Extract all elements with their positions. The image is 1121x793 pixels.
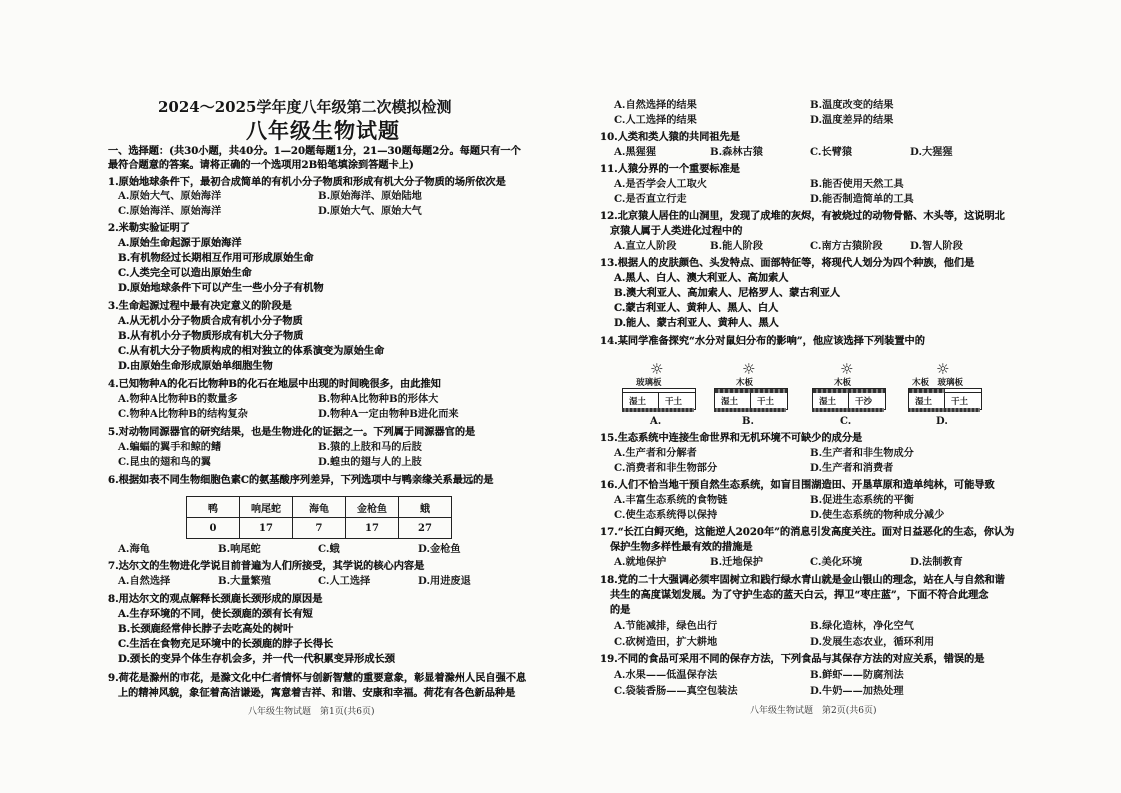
- q4-option-d: D.物种A一定由物种B进化而来: [318, 408, 459, 420]
- table-cell: 17: [346, 518, 399, 539]
- q13-option-d: D.能人、蒙古利亚人、黄种人、黑人: [614, 317, 779, 329]
- box-base: [714, 408, 786, 412]
- page-footer-2: 八年级生物试题 第2页(共6页): [750, 706, 877, 716]
- q11-option-d: D.能否制造简单的工具: [810, 193, 914, 205]
- q8-stem: 8.用达尔文的观点解释长颈鹿长颈形成的原因是: [108, 593, 323, 605]
- q17-stem-line-1: 17.“长江白鲟灭绝，这能逆人2020年”的消息引发高度关注。面对日益恶化的生态，你认为: [600, 526, 1015, 538]
- q17-option-a: A.就地保护: [614, 556, 667, 568]
- setup-label: D.: [936, 416, 948, 427]
- box-base: [908, 408, 980, 412]
- glass-lid: [945, 389, 981, 393]
- glass-lid: [623, 389, 695, 393]
- table-row: [187, 518, 452, 539]
- q4-stem: 4.已知物种A的化石比物种B的化石在地层中出现的时间晚很多，由此推知: [108, 378, 441, 390]
- sun-icon: ☼: [936, 360, 950, 378]
- q5-option-d: D.蝗虫的翅与人的上肢: [318, 456, 422, 468]
- q3-stem: 3.生命起源过程中最有决定意义的阶段是: [108, 300, 292, 312]
- lid-label: 玻璃板: [636, 378, 662, 388]
- q4-option-a: A.物种A比物种B的数量多: [118, 393, 238, 405]
- soil-left: 湿土: [721, 397, 739, 407]
- exam-subject-title: 八年级生物试题: [246, 118, 400, 143]
- box-base: [812, 408, 884, 412]
- q18-stem-line-3: 的是: [610, 604, 631, 616]
- instructions-line-1: 一、选择题：(共30小题，共40分。1—20题每题1分，21—30题每题2分。每题只有一个: [108, 145, 521, 157]
- q13-option-c: C.蒙古利亚人、黄种人、黑人、白人: [614, 302, 779, 314]
- q6-option-c: C.蛾: [318, 543, 340, 555]
- q12-stem-line-2: 京猿人属于人类进化过程中的: [610, 225, 743, 237]
- q19-option-d: D.牛奶——加热处理: [810, 685, 904, 697]
- wood-lid: [715, 389, 787, 393]
- soil-right: 干土: [757, 397, 775, 407]
- q12-option-c: C.南方古猿阶段: [810, 240, 883, 252]
- q19-stem: 19.不同的食品可采用不同的保存方法，下列食品与其保存方法的对应关系，错误的是: [600, 653, 985, 665]
- lid-label: 木板 玻璃板: [912, 378, 964, 388]
- q8-option-a: A.生存环境的不同，使长颈鹿的颈有长有短: [118, 608, 313, 620]
- q5-stem: 5.对动物同源器官的研究结果，也是生物进化的证据之一。下列属于同源器官的是: [108, 426, 476, 438]
- container-box: [714, 388, 788, 410]
- q10-stem: 10.人类和类人猿的共同祖先是: [600, 131, 740, 143]
- q8-option-d: D.颈长的变异个体生存机会多，并一代一代积累变异形成长颈: [118, 653, 395, 665]
- box-divider: [944, 393, 945, 409]
- q8-option-b: B.长颈鹿经常伸长脖子去吃高处的树叶: [118, 623, 294, 635]
- q7-stem: 7.达尔文的生物进化学说目前普遍为人们所接受，其学说的核心内容是: [108, 560, 425, 572]
- box-base: [622, 408, 694, 412]
- q17-stem-line-2: 保护生物多样性最有效的措施是: [610, 541, 753, 553]
- q1-option-b: B.原始海洋、原始陆地: [318, 190, 422, 202]
- q15-option-a: A.生产者和分解者: [614, 447, 697, 459]
- table-cell: 7: [293, 518, 346, 539]
- q8-option-c: C.生活在食物充足环境中的长颈鹿的脖子长得长: [118, 638, 334, 650]
- q6-option-b: B.响尾蛇: [218, 543, 261, 555]
- q11-option-c: C.是否直立行走: [614, 193, 687, 205]
- box-divider: [658, 393, 659, 409]
- q11-option-b: B.能否使用天然工具: [810, 178, 904, 190]
- sun-icon: ☼: [742, 360, 756, 378]
- q2-stem: 2.米勒实验证明了: [108, 222, 190, 234]
- q9-option-b: B.温度改变的结果: [810, 99, 894, 111]
- q9-option-c: C.人工选择的结果: [614, 114, 697, 126]
- q19-option-a: A.水果——低温保存法: [614, 669, 718, 681]
- setup-label: A.: [650, 416, 662, 427]
- soil-left: 湿土: [915, 397, 933, 407]
- q1-option-c: C.原始海洋、原始海洋: [118, 205, 222, 217]
- q9-option-a: A.自然选择的结果: [614, 99, 697, 111]
- q3-option-c: C.从有机大分子物质构成的相对独立的体系演变为原始生命: [118, 345, 385, 357]
- q18-stem-line-2: 共生的高度谋划发展。为了守护生态的蓝天白云，捍卫“枣庄蓝”，下面不符合此理念: [610, 589, 989, 601]
- q11-stem: 11.人猿分界的一个重要标准是: [600, 163, 740, 175]
- setup-a: [616, 362, 716, 426]
- q16-option-b: B.促进生态系统的平衡: [810, 494, 914, 506]
- q1-stem: 1.原始地球条件下，最初合成简单的有机小分子物质和形成有机大分子物质的场所依次是: [108, 176, 506, 188]
- q5-option-c: C.昆虫的翅和鸟的翼: [118, 456, 211, 468]
- q13-option-b: B.澳大利亚人、高加索人、尼格罗人、蒙古利亚人: [614, 287, 841, 299]
- q2-option-a: A.原始生命起源于原始海洋: [118, 237, 242, 249]
- setup-d: [902, 362, 1002, 426]
- sun-icon: ☼: [650, 360, 664, 378]
- q13-stem: 13.根据人的皮肤颜色、头发特点、面部特征等，将现代人划分为四个种族，他们是: [600, 257, 975, 269]
- q17-option-c: C.美化环境: [810, 556, 863, 568]
- q12-option-a: A.直立人阶段: [614, 240, 677, 252]
- q10-option-a: A.黑猩猩: [614, 146, 657, 158]
- table-cell: 27: [399, 518, 452, 539]
- container-box: [622, 388, 696, 410]
- q16-stem: 16.人们不恰当地干预自然生态系统，如盲目围湖造田、开垦草原和造单纯林，可能导致: [600, 479, 995, 491]
- container-box: [812, 388, 886, 410]
- setup-label: B.: [742, 416, 754, 427]
- q6-stem: 6.根据如表不同生物细胞色素C的氨基酸序列差异，下列选项中与鸭亲缘关系最远的是: [108, 474, 494, 486]
- q1-option-d: D.原始大气、原始大气: [318, 205, 422, 217]
- container-box: [908, 388, 982, 410]
- q3-option-b: B.从有机小分子物质形成有机大分子物质: [118, 330, 304, 342]
- q12-stem-line-1: 12.北京猿人居住的山洞里，发现了成堆的灰烬，有被烧过的动物骨骼、木头等，这说明北: [600, 210, 1005, 222]
- q17-option-d: D.法制教育: [910, 556, 963, 568]
- q9-stem-line-1: 9.荷花是滁州的市花，是滁文化中仁者情怀与创新智慧的重要意象，彰显着滁州人民自强不息: [108, 672, 527, 684]
- q15-stem: 15.生态系统中连接生命世界和无机环境不可缺少的成分是: [600, 432, 863, 444]
- q11-option-a: A.是否学会人工取火: [614, 178, 707, 190]
- q2-option-b: B.有机物经过长期相互作用可形成原始生命: [118, 252, 314, 264]
- q16-option-a: A.丰富生态系统的食物链: [614, 494, 728, 506]
- q17-option-b: B.迁地保护: [710, 556, 763, 568]
- q15-option-d: D.生产者和消费者: [810, 462, 894, 474]
- q2-option-c: C.人类完全可以造出原始生命: [118, 267, 252, 279]
- q16-option-d: D.使生态系统的物种成分减少: [810, 509, 945, 521]
- q10-option-c: C.长臂猿: [810, 146, 853, 158]
- table-header-cell: 海龟: [293, 497, 346, 518]
- q4-option-c: C.物种A比物种B的结构复杂: [118, 408, 248, 420]
- q3-option-d: D.由原始生命形成原始单细胞生物: [118, 360, 273, 372]
- lid-label: 木板: [736, 378, 754, 388]
- q18-option-d: D.发展生态农业，循环利用: [810, 636, 935, 648]
- q6-option-a: A.海龟: [118, 543, 150, 555]
- lid-label: 木板: [834, 378, 852, 388]
- q15-option-b: B.生产者和非生物成分: [810, 447, 914, 459]
- q13-option-a: A.黑人、白人、澳大利亚人、高加索人: [614, 272, 789, 284]
- q3-option-a: A.从无机小分子物质合成有机小分子物质: [118, 315, 303, 327]
- q9-stem-line-2: 上的精神风貌，象征着高洁谦逊，寓意着吉祥、和谐、安康和幸福。荷花有各色新品种是: [118, 687, 516, 699]
- q7-option-d: D.用进废退: [418, 575, 471, 587]
- instructions-line-2: 最符合题意的答案。请将正确的一个选项用2B铅笔填涂到答题卡上): [108, 159, 414, 171]
- table-header-cell: 金枪鱼: [346, 497, 399, 518]
- q10-option-b: B.森林古猿: [710, 146, 763, 158]
- page-footer-1: 八年级生物试题 第1页(共6页): [248, 707, 375, 717]
- cytochrome-c-table: [186, 496, 452, 539]
- q12-option-d: D.智人阶段: [910, 240, 963, 252]
- q15-option-c: C.消费者和非生物部分: [614, 462, 718, 474]
- setup-label: C.: [840, 416, 852, 427]
- q18-stem-line-1: 18.党的二十大强调必须牢固树立和践行绿水青山就是金山银山的理念，站在人与自然和谐: [600, 574, 1005, 586]
- box-divider: [848, 393, 849, 409]
- q18-option-b: B.绿化造林，净化空气: [810, 620, 914, 632]
- soil-right: 干土: [951, 397, 969, 407]
- table-header-cell: 鸭: [187, 497, 240, 518]
- q9-option-d: D.温度差异的结果: [810, 114, 894, 126]
- table-header-cell: 响尾蛇: [240, 497, 293, 518]
- q18-option-c: C.砍树造田，扩大耕地: [614, 636, 718, 648]
- q18-option-a: A.节能减排，绿色出行: [614, 620, 718, 632]
- table-header-row: [187, 497, 452, 518]
- sun-icon: ☼: [840, 360, 854, 378]
- soil-right: 干土: [665, 397, 683, 407]
- q1-option-a: A.原始大气、原始海洋: [118, 190, 222, 202]
- soil-right: 干沙: [855, 397, 873, 407]
- wood-lid: [909, 389, 945, 393]
- q12-option-b: B.能人阶段: [710, 240, 763, 252]
- q6-option-d: D.金枪鱼: [418, 543, 461, 555]
- table-cell: 0: [187, 518, 240, 539]
- q7-option-b: B.大量繁殖: [218, 575, 271, 587]
- table-cell: 17: [240, 518, 293, 539]
- setup-b: [708, 362, 808, 426]
- q4-option-b: B.物种A比物种B的形体大: [318, 393, 439, 405]
- wood-lid: [813, 389, 885, 393]
- box-divider: [750, 393, 751, 409]
- q10-option-d: D.大猩猩: [910, 146, 953, 158]
- q5-option-b: B.猿的上肢和马的后肢: [318, 441, 422, 453]
- q7-option-a: A.自然选择: [118, 575, 171, 587]
- q16-option-c: C.使生态系统得以保持: [614, 509, 718, 521]
- exam-title: 2024～2025学年度八年级第二次模拟检测: [158, 98, 452, 116]
- table-header-cell: 蛾: [399, 497, 452, 518]
- q19-option-b: B.鲜虾——防腐剂法: [810, 669, 904, 681]
- soil-left: 湿土: [629, 397, 647, 407]
- q14-stem: 14.某同学准备探究“水分对鼠妇分布的影响”，他应该选择下列装置中的: [600, 335, 925, 347]
- setup-c: [806, 362, 906, 426]
- q5-option-a: A.蝙蝠的翼手和鲸的鳍: [118, 441, 222, 453]
- soil-left: 湿土: [819, 397, 837, 407]
- q7-option-c: C.人工选择: [318, 575, 371, 587]
- q19-option-c: C.袋装香肠——真空包装法: [614, 685, 738, 697]
- q2-option-d: D.原始地球条件下可以产生一些小分子有机物: [118, 282, 324, 294]
